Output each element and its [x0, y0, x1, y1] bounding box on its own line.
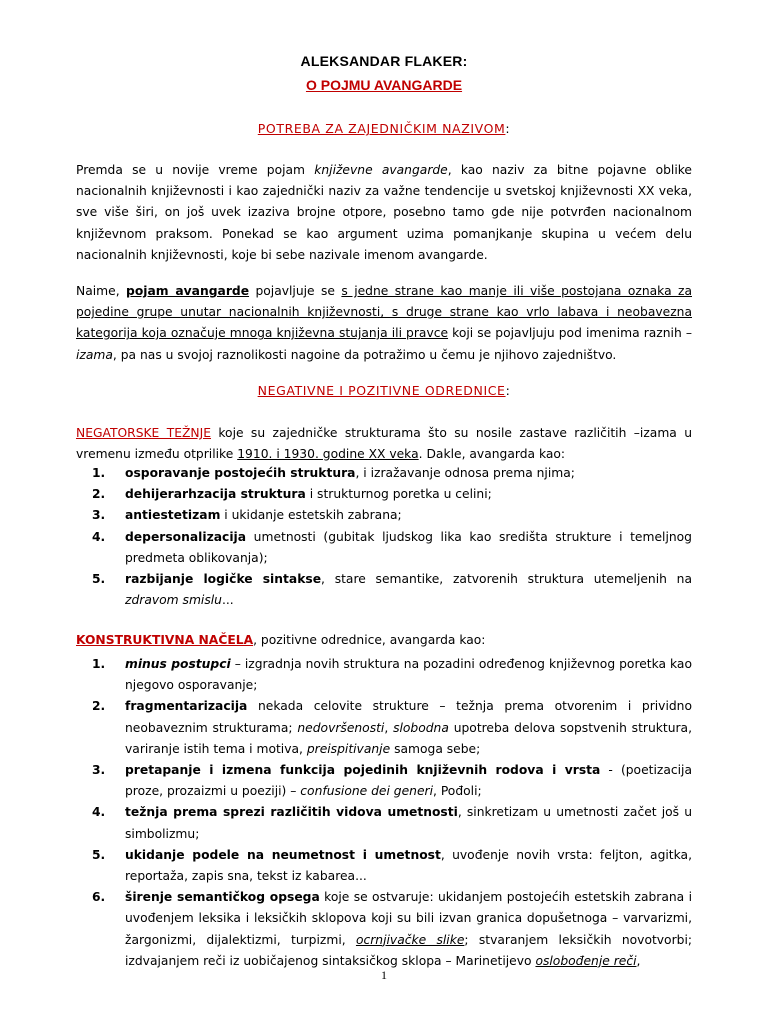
- paragraph-intro: [76, 160, 692, 266]
- list-item-italic-3: preispitivanje: [306, 741, 391, 756]
- list-item-bold: depersonalizacija: [125, 529, 247, 544]
- list-item: [76, 505, 692, 526]
- para1-text-1: Premda se u novije vreme pojam: [76, 163, 315, 177]
- list-item-italic-2: slobodna: [393, 720, 449, 735]
- author-heading: ALEKSANDAR FLAKER:: [300, 53, 468, 69]
- list-item-italic-underlined-2: oslobođenje reči: [535, 953, 637, 968]
- list-item-bold: fragmentarizacija: [125, 699, 248, 714]
- list-number: 6.: [92, 890, 106, 905]
- para2-underlined: s jedne strane kao manje ili više postojana oznaka za pojedine grupe unutar nacionalnih književnosti, s druge strane kao vrlo labava i neobavezna kategorija koja označuje mnoga književna stujanja ili pravce: [76, 284, 692, 341]
- section-heading-2-colon: :: [505, 383, 511, 398]
- para3-red-term: NEGATORSKE TEŽNJE: [76, 426, 211, 440]
- list-item-text-c: ,: [636, 953, 641, 968]
- page-title: O POJMU AVANGARDE: [305, 77, 463, 93]
- list-item-text: – izgradnja novih struktura na pozadini određenog književnog poretka kao njegovo osporavanje;: [125, 657, 692, 693]
- list-item-text: i strukturnog poretka u celini;: [305, 487, 492, 502]
- list-number: 3.: [92, 763, 106, 778]
- para4-text: , pozitivne odrednice, avangarda kao:: [253, 633, 486, 647]
- section-heading-1-text: POTREBA ZA ZAJEDNIČKIM NAZIVOM: [257, 121, 506, 136]
- para3-underlined-dates: 1910. i 1930. godine XX veka: [237, 447, 419, 462]
- para2-text-4: , pa nas u svojoj raznolikosti nagoine da potražimo u čemu je njihovo zajedništvo.: [112, 347, 617, 362]
- paragraph-konstruktivna: [76, 630, 692, 651]
- para2-text-1: Naime,: [76, 284, 127, 298]
- list-item-text: , i izražavanje odnosa prema njima;: [355, 466, 575, 480]
- list-item-text: umetnosti (gubitak ljudskog lika kao središta strukture i temeljnog predmeta oblikovanja);: [125, 529, 692, 565]
- para2-text-2: pojavljuje se: [249, 284, 342, 298]
- list-number: 4.: [92, 805, 106, 820]
- list-item: [76, 696, 692, 760]
- section-heading-1: [0, 121, 768, 136]
- para1-italic: književne avangarde: [314, 163, 448, 177]
- section-heading-2-text: NEGATIVNE I POZITIVNE ODREDNICE: [257, 383, 506, 398]
- list-item-text: , sinkretizam u umetnosti začet još u simbolizmu;: [125, 805, 692, 841]
- list-number: 4.: [92, 529, 106, 544]
- list-number: 1.: [92, 657, 106, 671]
- list-item-bold: širenje semantičkog opsega: [125, 890, 320, 905]
- para4-red-term: KONSTRUKTIVNA NAČELA: [76, 633, 254, 647]
- list-item: [76, 484, 692, 505]
- para1-text-2: , kao naziv za bitne pojavne oblike nacionalnih književnosti i kao zajednički naziv za važne tendencije u svetskoj književnosti XX veka, sve više širi, on još uvek izaziva brojne otpore, posebno tamo gde nije potvrđen nacionalnom književnom praksom. Ponekad se kao argument uzima pomanjkanje skupina u većem delu nacionalnih književnosti, koje bi sebe nazivale imenom avangarde.: [76, 163, 692, 262]
- list-item-bold: antiestetizam: [125, 508, 221, 523]
- list-item-italic-underlined-1: ocrnjivačke slike: [355, 932, 465, 947]
- list-item-text-b: , Pođoli;: [433, 784, 482, 799]
- list-item: [76, 654, 692, 696]
- section-heading-2: [0, 383, 768, 398]
- page-number: 1: [381, 968, 387, 982]
- list-item-bold: ukidanje podele na neumetnost i umetnost: [125, 847, 441, 862]
- list-number: 3.: [92, 508, 106, 523]
- para2-italic: izama: [76, 347, 113, 362]
- list-item-text-a: koje se ostvaruje: ukidanjem postojećih estetskih zabrana i uvođenjem leksika i leksičkih sklopova koji su bili izvan granica dopušetnoga – varvarizmi, žargonizmi, dijalektizmi, turpizmi,: [125, 890, 692, 947]
- list-number: 2.: [92, 699, 106, 714]
- list-item-text: , stare semantike, zatvorenih struktura utemeljenih na: [321, 572, 692, 587]
- list-item: [76, 527, 692, 569]
- list-item: [76, 887, 692, 972]
- paragraph-definition: [76, 281, 692, 366]
- list-item-bold-italic: minus postupci: [125, 657, 231, 671]
- list-number: 5.: [92, 572, 106, 587]
- list-item-text: i ukidanje estetskih zabrana;: [220, 508, 402, 523]
- para3-text-2: . Dakle, avangarda kao:: [418, 447, 566, 462]
- list-number: 1.: [92, 466, 106, 480]
- list-item-italic-1: nedovršenosti: [297, 720, 385, 735]
- list-item: [76, 802, 692, 844]
- list-item-text-a: - (poetizacija proze, prozaizmi u poeziji) –: [125, 763, 692, 799]
- list-item-text-d: samoga sebe;: [390, 741, 481, 756]
- list-item-bold: razbijanje logičke sintakse: [125, 572, 322, 587]
- list-item-bold: osporavanje postojećih struktura: [125, 466, 356, 480]
- list-number: 2.: [92, 487, 106, 502]
- list-item-bold: pretapanje i izmena funkcija pojedinih književnih rodova i vrsta: [125, 763, 601, 778]
- paragraph-negatorske: [76, 423, 692, 465]
- list-item-text-a: nekada celovite strukture – težnja prema otvorenim i prividno neobaveznim strukturama;: [125, 699, 692, 735]
- list-item: [76, 569, 692, 611]
- section-heading-1-colon: :: [505, 121, 511, 136]
- para2-bold-term: pojam avangarde: [126, 284, 250, 298]
- para3-text-1: koje su zajedničke strukturama što su nosile zastave različitih –izama u vremenu između otprilike: [76, 426, 692, 462]
- list-item: [76, 463, 692, 484]
- list-item-italic: confusione dei generi: [300, 784, 434, 799]
- list-item: [76, 845, 692, 887]
- list-number: 5.: [92, 847, 106, 862]
- list-item-text-b: ; stvaranjem leksičkih novotvorbi; izdvajanjem reči iz uobičajenog sintaksičkog sklopa – Marinetijevo: [125, 932, 693, 968]
- list-item-bold: dehijerarhzacija struktura: [125, 487, 306, 502]
- list-item-italic: zdravom smislu: [125, 593, 222, 608]
- konstruktivna-list: [76, 654, 692, 972]
- list-item-text-end: ...: [221, 593, 234, 608]
- list-item-bold: težnja prema sprezi različitih vidova umetnosti: [125, 805, 458, 820]
- list-item-text: , uvođenje novih vrsta: feljton, agitka, reportaža, zapis sna, tekst iz kabarea...: [125, 847, 692, 884]
- list-item-text-c: upotreba delova sopstvenih struktura, variranje istih tema i motiva,: [125, 720, 692, 756]
- para2-text-3: koji se pojavljuju pod imenima raznih –: [448, 326, 692, 341]
- list-item: [76, 760, 692, 802]
- list-item-text-b: ,: [384, 720, 394, 735]
- negatorske-list: [76, 463, 692, 611]
